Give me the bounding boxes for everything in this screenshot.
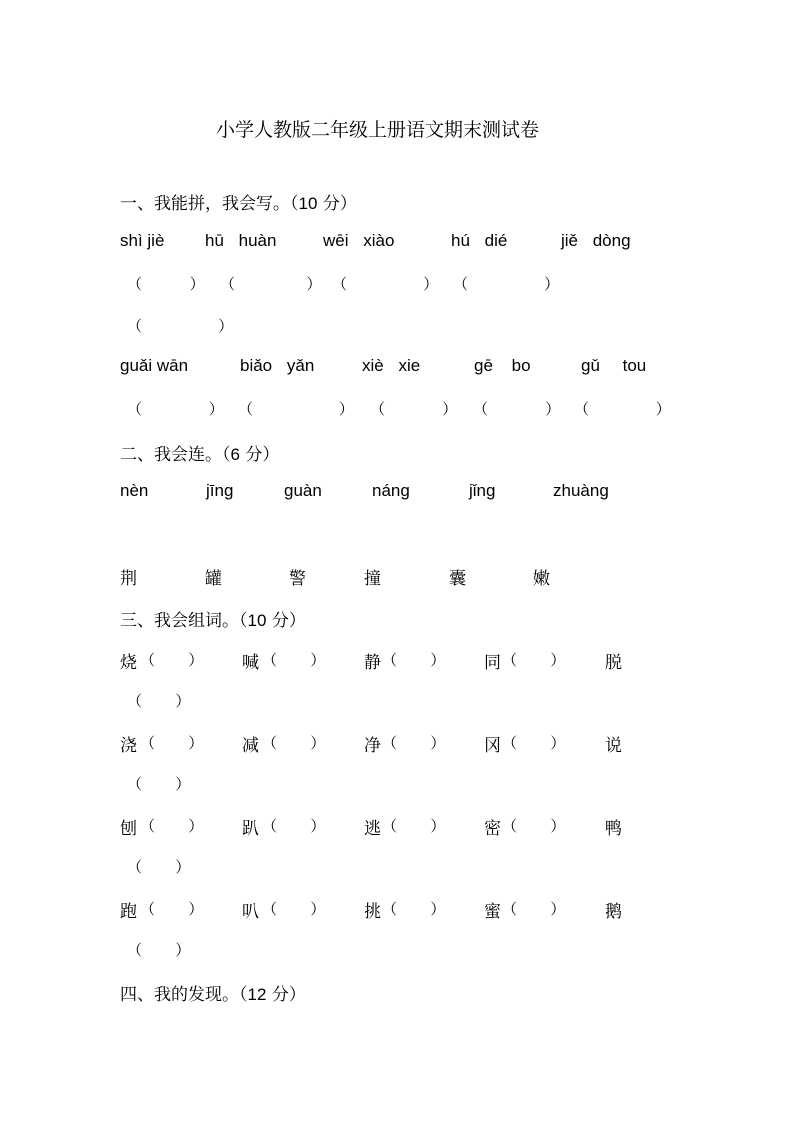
answer-bracket[interactable]: （ ） <box>473 400 561 418</box>
match-character[interactable]: 嫩 <box>533 569 550 589</box>
pinyin-word: biǎo yǎn <box>240 356 315 375</box>
answer-bracket[interactable]: （ ） <box>382 900 446 918</box>
section-1-score: 10 <box>298 194 318 213</box>
section-4-heading <box>120 980 306 1005</box>
answer-bracket[interactable]: （ ） <box>502 651 566 669</box>
word-character: 浇 <box>120 736 137 756</box>
answer-bracket[interactable]: （ ） <box>127 317 234 335</box>
word-character: 净 <box>364 736 381 756</box>
word-character: 同 <box>484 653 501 673</box>
section-2-heading-tail: 分） <box>239 445 280 465</box>
match-character[interactable]: 荆 <box>120 569 137 589</box>
pinyin-word: gǔ tou <box>581 356 647 375</box>
section-3-score: 10 <box>247 611 267 630</box>
pinyin-word: hú dié <box>451 231 508 250</box>
answer-bracket[interactable]: （ ） <box>502 817 566 835</box>
pinyin-word: wēi xiào <box>323 231 395 250</box>
pinyin-word: ɡuǎi wān <box>120 356 189 375</box>
answer-bracket[interactable]: （ ） <box>502 734 566 752</box>
match-pinyin[interactable]: jǐng <box>469 481 496 500</box>
answer-bracket[interactable]: （ ） <box>262 734 326 752</box>
answer-bracket[interactable]: （ ） <box>332 275 439 293</box>
answer-bracket[interactable]: （ ） <box>127 858 191 876</box>
answer-bracket[interactable]: （ ） <box>262 817 326 835</box>
word-character: 蜜 <box>484 902 501 922</box>
answer-bracket[interactable]: （ ） <box>140 817 204 835</box>
word-character: 喊 <box>242 653 259 673</box>
answer-bracket[interactable]: （ ） <box>140 651 204 669</box>
word-character: 鸭 <box>605 819 622 839</box>
section-1-heading-tail: 分） <box>317 194 357 214</box>
answer-bracket[interactable]: （ ） <box>127 692 191 710</box>
word-character: 脱 <box>605 653 622 673</box>
answer-bracket[interactable]: （ ） <box>140 900 204 918</box>
match-pinyin[interactable]: zhuàng <box>553 481 609 500</box>
section-3-heading-text: 三、我会组词。（ <box>120 611 248 631</box>
word-character: 说 <box>605 736 622 756</box>
word-character: 逃 <box>364 819 381 839</box>
word-character: 趴 <box>242 819 259 839</box>
word-character: 挑 <box>364 902 381 922</box>
answer-bracket[interactable]: （ ） <box>453 275 560 293</box>
match-pinyin[interactable]: náng <box>372 481 410 500</box>
match-character[interactable]: 罐 <box>205 569 222 589</box>
word-character: 冈 <box>484 736 501 756</box>
match-character[interactable]: 撞 <box>364 569 381 589</box>
answer-bracket[interactable]: （ ） <box>382 651 446 669</box>
answer-bracket[interactable]: （ ） <box>262 900 326 918</box>
answer-bracket[interactable]: （ ） <box>238 400 354 418</box>
answer-bracket[interactable]: （ ） <box>127 941 191 959</box>
answer-bracket[interactable]: （ ） <box>382 734 446 752</box>
word-character: 烧 <box>120 653 137 673</box>
answer-bracket[interactable]: （ ） <box>127 275 205 293</box>
page-title: 小学人教版二年级上册语文期末测试卷 <box>216 119 540 141</box>
word-character: 跑 <box>120 902 137 922</box>
section-4-heading-text: 四、我的发现。（ <box>120 985 248 1005</box>
match-character[interactable]: 囊 <box>449 569 466 589</box>
answer-bracket[interactable]: （ ） <box>127 775 191 793</box>
word-character: 叭 <box>242 902 259 922</box>
pinyin-word: ɡē bo <box>474 356 531 375</box>
answer-bracket[interactable]: （ ） <box>262 651 326 669</box>
pinyin-word: shì jiè <box>120 231 165 250</box>
section-3-heading-tail: 分） <box>266 611 306 631</box>
answer-bracket[interactable]: （ ） <box>382 817 446 835</box>
answer-bracket[interactable]: （ ） <box>574 400 671 418</box>
section-1-heading-text: 一、我能拼，我会写。（ <box>120 194 299 214</box>
word-character: 鹅 <box>605 902 622 922</box>
word-character: 静 <box>364 653 381 673</box>
word-character: 刨 <box>120 819 137 839</box>
answer-bracket[interactable]: （ ） <box>502 900 566 918</box>
answer-bracket[interactable]: （ ） <box>140 734 204 752</box>
pinyin-word: hū huàn <box>205 231 277 250</box>
answer-bracket[interactable]: （ ） <box>220 275 322 293</box>
section-2-heading-text: 二、我会连。（ <box>120 445 231 465</box>
section-3-heading <box>120 606 306 631</box>
section-4-score: 12 <box>247 985 267 1004</box>
word-character: 减 <box>242 736 259 756</box>
pinyin-word: xiè xie <box>362 356 421 375</box>
match-pinyin[interactable]: jīng <box>206 481 234 500</box>
section-2-heading <box>120 440 279 465</box>
answer-bracket[interactable]: （ ） <box>370 400 458 418</box>
match-pinyin[interactable]: nèn <box>120 481 149 500</box>
match-character[interactable]: 警 <box>289 569 306 589</box>
section-2-score: 6 <box>230 445 240 464</box>
pinyin-word: jiě dònɡ <box>561 231 631 250</box>
section-4-heading-tail: 分） <box>266 985 306 1005</box>
answer-bracket[interactable]: （ ） <box>127 400 224 418</box>
section-1-heading <box>120 189 357 214</box>
word-character: 密 <box>484 819 501 839</box>
match-pinyin[interactable]: guàn <box>284 481 322 500</box>
